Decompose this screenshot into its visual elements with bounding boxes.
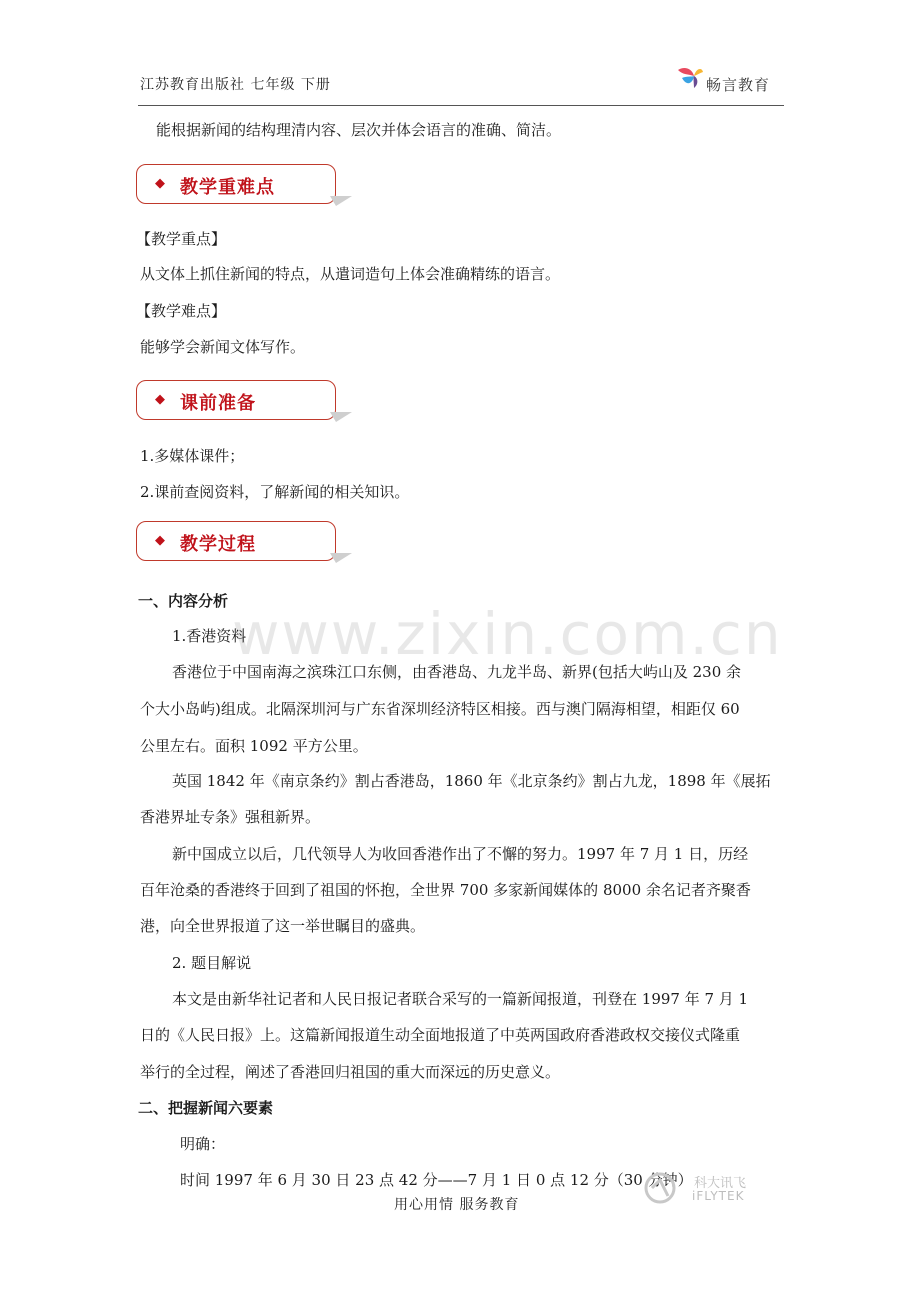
p1-line-1: 香港位于中国南海之滨珠江口东侧，由香港岛、九龙半岛、新界(包括大屿山及 230 余 bbox=[172, 663, 742, 681]
diamond-icon: ◆ bbox=[155, 533, 165, 548]
diamond-icon: ◆ bbox=[155, 392, 165, 407]
section-title-preparation: ◆ 课前准备 bbox=[136, 380, 336, 420]
diamond-icon: ◆ bbox=[155, 176, 165, 191]
sub2-heading: 2. 题目解说 bbox=[172, 954, 252, 972]
section-title-key-difficult: ◆ 教学重难点 bbox=[136, 164, 336, 204]
key-text: 从文体上抓住新闻的特点，从遣词造句上体会准确精练的语言。 bbox=[140, 265, 561, 283]
prep-item-1: 1.多媒体课件； bbox=[140, 447, 245, 465]
iflytek-cn: 科大讯飞 bbox=[694, 1176, 747, 1191]
header-brand: 畅言教育 bbox=[706, 76, 771, 94]
prep-item-2: 2.课前查阅资料，了解新闻的相关知识。 bbox=[140, 483, 410, 501]
box-shadow-icon bbox=[330, 412, 352, 422]
p1-line-2: 个大小岛屿)组成。北隔深圳河与广东省深圳经济特区相接。西与澳门隔海相望，相距仅 60 bbox=[140, 700, 740, 718]
header-divider bbox=[138, 105, 784, 106]
p4-line-3: 举行的全过程，阐述了香港回归祖国的重大而深远的历史意义。 bbox=[140, 1063, 561, 1081]
p4-line-1: 本文是由新华社记者和人民日报记者联合采写的一篇新闻报道，刊登在 1997 年 7 月 1 bbox=[172, 990, 749, 1008]
time-line: 时间 1997 年 6 月 30 日 23 点 42 分——7 月 1 日 0 点 12 分（30 分钟） bbox=[180, 1171, 693, 1189]
box-shadow-icon bbox=[330, 553, 352, 563]
difficult-text: 能够学会新闻文体写作。 bbox=[140, 338, 306, 356]
header-publisher: 江苏教育出版社 七年级 下册 bbox=[140, 77, 331, 93]
p3-line-1: 新中国成立以后，几代领导人为收回香港作出了不懈的努力。1997 年 7 月 1 日，历经 bbox=[172, 845, 749, 863]
p3-line-2: 百年沧桑的香港终于回到了祖国的怀抱，全世界 700 多家新闻媒体的 8000 余名记者齐聚香 bbox=[140, 881, 751, 899]
clarify-label: 明确： bbox=[180, 1135, 226, 1153]
watermark: www.zixin.com.cn bbox=[232, 600, 783, 668]
difficult-label: 【教学难点】 bbox=[136, 302, 227, 320]
part1-heading: 一、内容分析 bbox=[138, 592, 229, 610]
footer-slogan: 用心用情 服务教育 bbox=[394, 1197, 520, 1213]
section-title-process: ◆ 教学过程 bbox=[136, 521, 336, 561]
key-label: 【教学重点】 bbox=[136, 230, 227, 248]
p1-line-3: 公里左右。面积 1092 平方公里。 bbox=[140, 737, 368, 755]
iflytek-en: iFLYTEK bbox=[692, 1189, 745, 1203]
intro-line: 能根据新闻的结构理清内容、层次并体会语言的准确、简洁。 bbox=[156, 121, 562, 139]
part2-heading: 二、把握新闻六要素 bbox=[138, 1099, 274, 1117]
sub1-heading: 1.香港资料 bbox=[172, 627, 247, 645]
p2-line-2: 香港界址专条》强租新界。 bbox=[140, 808, 321, 826]
p2-line-1: 英国 1842 年《南京条约》割占香港岛，1860 年《北京条约》割占九龙，1898 年《展拓 bbox=[172, 772, 771, 790]
p3-line-3: 港，向全世界报道了这一举世瞩目的盛典。 bbox=[140, 917, 426, 935]
p4-line-2: 日的《人民日报》上。这篇新闻报道生动全面地报道了中英两国政府香港政权交接仪式隆重 bbox=[140, 1026, 741, 1044]
box-shadow-icon bbox=[330, 196, 352, 206]
brand-logo-icon bbox=[674, 64, 704, 90]
